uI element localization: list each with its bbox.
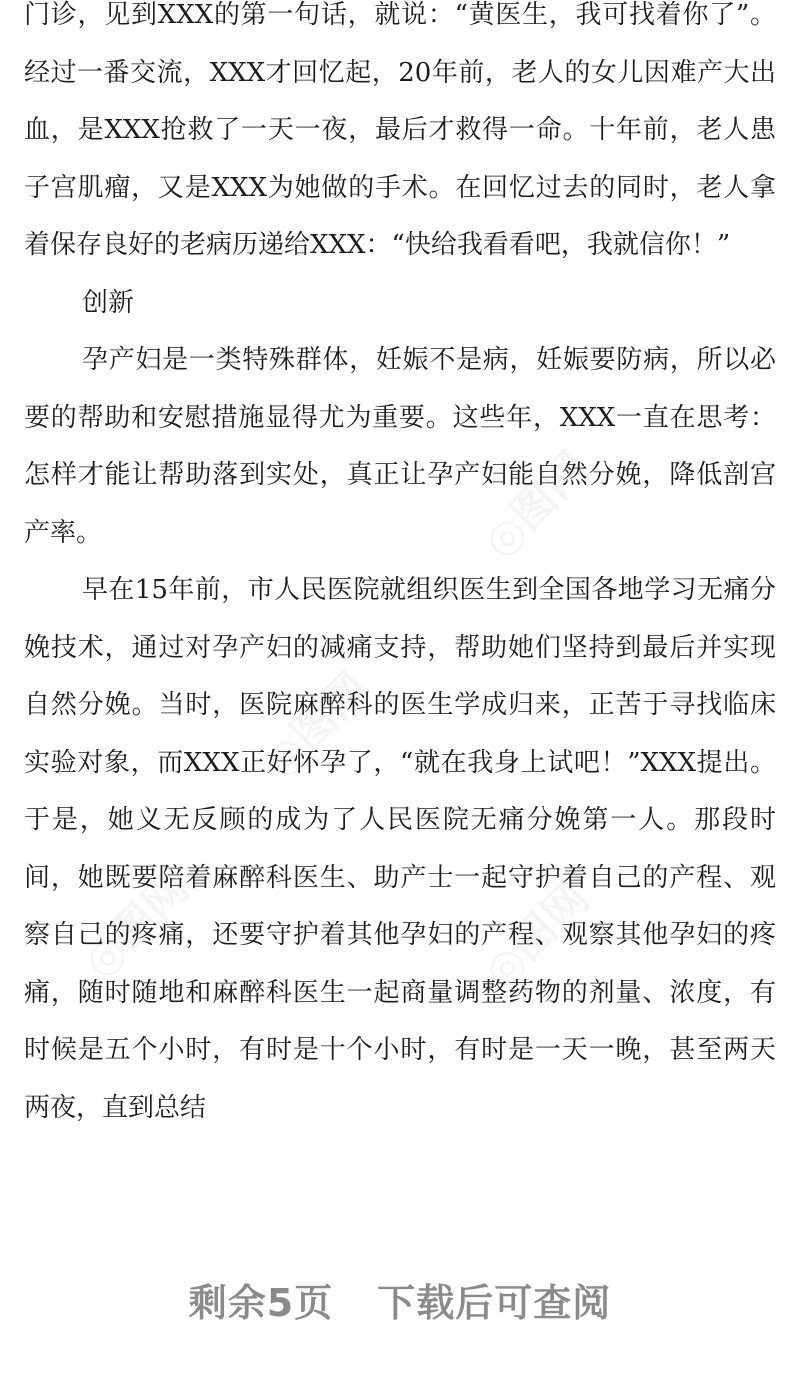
paragraph: 孕产妇是一类特殊群体，妊娠不是病，妊娠要防病，所以必要的帮助和安慰措施显得尤为重要。这些年，XXX一直在思考：怎样才能让帮助落到实处，真正让孕产妇能自然分娩，降低剖宫产率。 [24, 345, 776, 548]
document-body [24, 0, 776, 1137]
remaining-pages-label: 剩余5页 [188, 1281, 334, 1325]
paragraph: 早在15年前，市人民医院就组织医生到全国各地学习无痛分娩技术，通过对孕产妇的减痛支持，帮助她们坚持到最后并实现自然分娩。当时，医院麻醉科的医生学成归来，正苦于寻找临床实验对象，而XXX正好怀孕了，“就在我身上试吧！”XXX提出。于是，她义无反顾的成为了人民医院无痛分娩第一人。那段时间，她既要陪着麻醉科医生、助产士一起守护着自己的产程、观察自己的疼痛，还要守护着其他孕妇的产程、观察其他孕妇的疼痛，随时随地和麻醉科医生一起商量调整药物的剂量、浓度，有时候是五个小时，有时是十个小时，有时是一天一晚，甚至两天两夜，直到总结 [24, 575, 776, 1123]
download-prompt-banner[interactable] [0, 1272, 800, 1327]
section-heading: 创新 [82, 287, 135, 318]
download-to-view-label: 下载后可查阅 [377, 1281, 612, 1325]
paragraph-continued: 门诊，见到XXX的第一句话，就说：“黄医生，我可找着你了”。经过一番交流，XXX才回忆起，20年前，老人的女儿因难产大出血，是XXX抢救了一天一夜，最后才救得一命。十年前，老人患子宫肌瘤，又是XXX为她做的手术。在回忆过去的同时，老人拿着保存良好的老病历递给XXX：“快给我看看吧，我就信你！” [24, 0, 776, 260]
